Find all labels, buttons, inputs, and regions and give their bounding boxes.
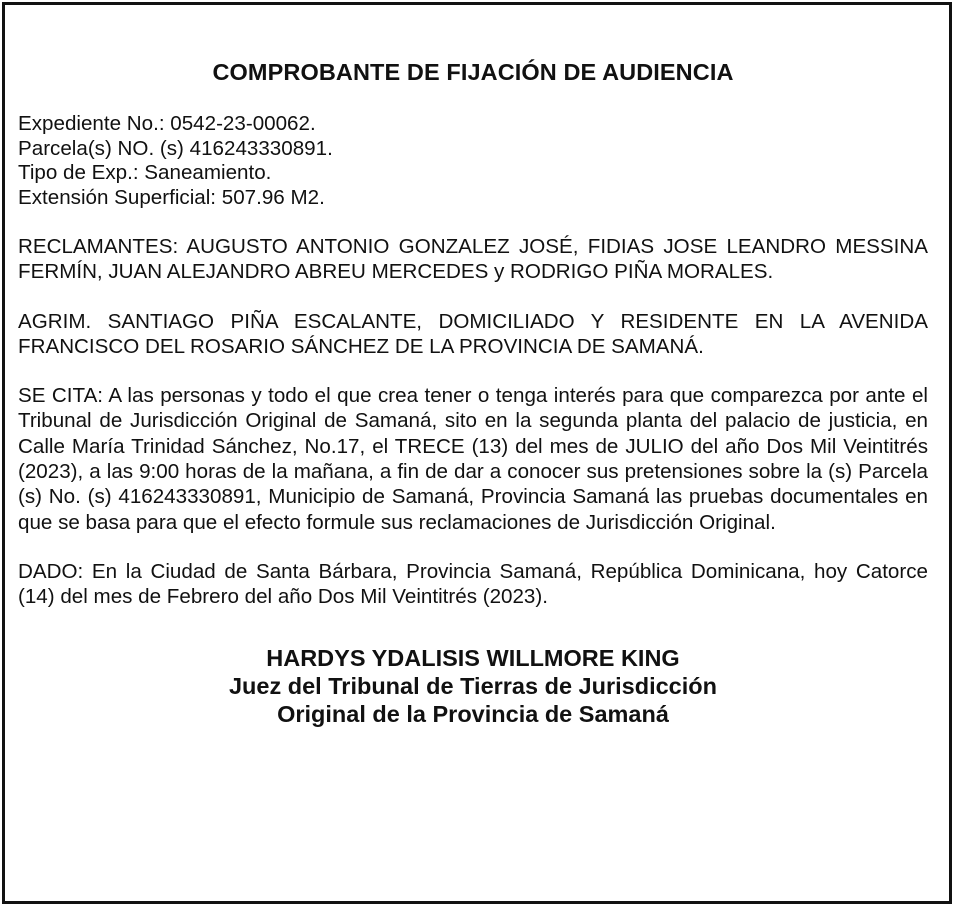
citacion-paragraph: SE CITA: A las personas y todo el que crea tener o tenga interés para que comparezca por ante el Tribunal de Jurisdicción Original de Samaná, sito en la segunda planta del palacio de justicia, en Calle María Trinidad Sánchez, No.17, el TRECE (13) del mes de JULIO del año Dos Mil Veintitrés (2023), a las 9:00 horas de la mañana, a fin de dar a conocer sus pretensiones sobre la (s) Parcela (s) No. (s) 416243330891, Municipio de Samaná, Provincia Samaná las pruebas documentales en que se basa para que el efecto formule sus reclamaciones de Jurisdicción Original. [18, 384, 928, 534]
signer-name: HARDYS YDALISIS WILLMORE KING [266, 644, 680, 671]
expediente-line: Expediente No.: 0542-23-00062. [18, 112, 316, 135]
case-details [18, 112, 928, 210]
signer-role-line-1: Juez del Tribunal de Tierras de Jurisdicción [228, 672, 717, 699]
signer-role-line-2: Original de la Provincia de Samaná [277, 700, 669, 727]
tipo-line: Tipo de Exp.: Saneamiento. [18, 161, 272, 184]
agrimensor-paragraph: AGRIM. SANTIAGO PIÑA ESCALANTE, DOMICILIADO Y RESIDENTE EN LA AVENIDA FRANCISCO DEL ROSARIO SÁNCHEZ DE LA PROVINCIA DE SAMANÁ. [18, 309, 928, 358]
signature-block [18, 644, 928, 728]
document-title: COMPROBANTE DE FIJACIÓN DE AUDIENCIA [212, 59, 734, 85]
notice-body [18, 56, 928, 728]
extension-line: Extensión Superficial: 507.96 M2. [18, 185, 325, 209]
parcela-line: Parcela(s) NO. (s) 416243330891. [18, 136, 333, 160]
reclamantes-paragraph: RECLAMANTES: AUGUSTO ANTONIO GONZALEZ JOSÉ, FIDIAS JOSE LEANDRO MESSINA FERMÍN, JUAN ALEJANDRO ABREU MERCEDES y RODRIGO PIÑA MORALES. [18, 235, 928, 284]
dado-paragraph: DADO: En la Ciudad de Santa Bárbara, Provincia Samaná, República Dominicana, hoy Catorce (14) del mes de Febrero del año Dos Mil Veintitrés (2023). [18, 559, 928, 609]
